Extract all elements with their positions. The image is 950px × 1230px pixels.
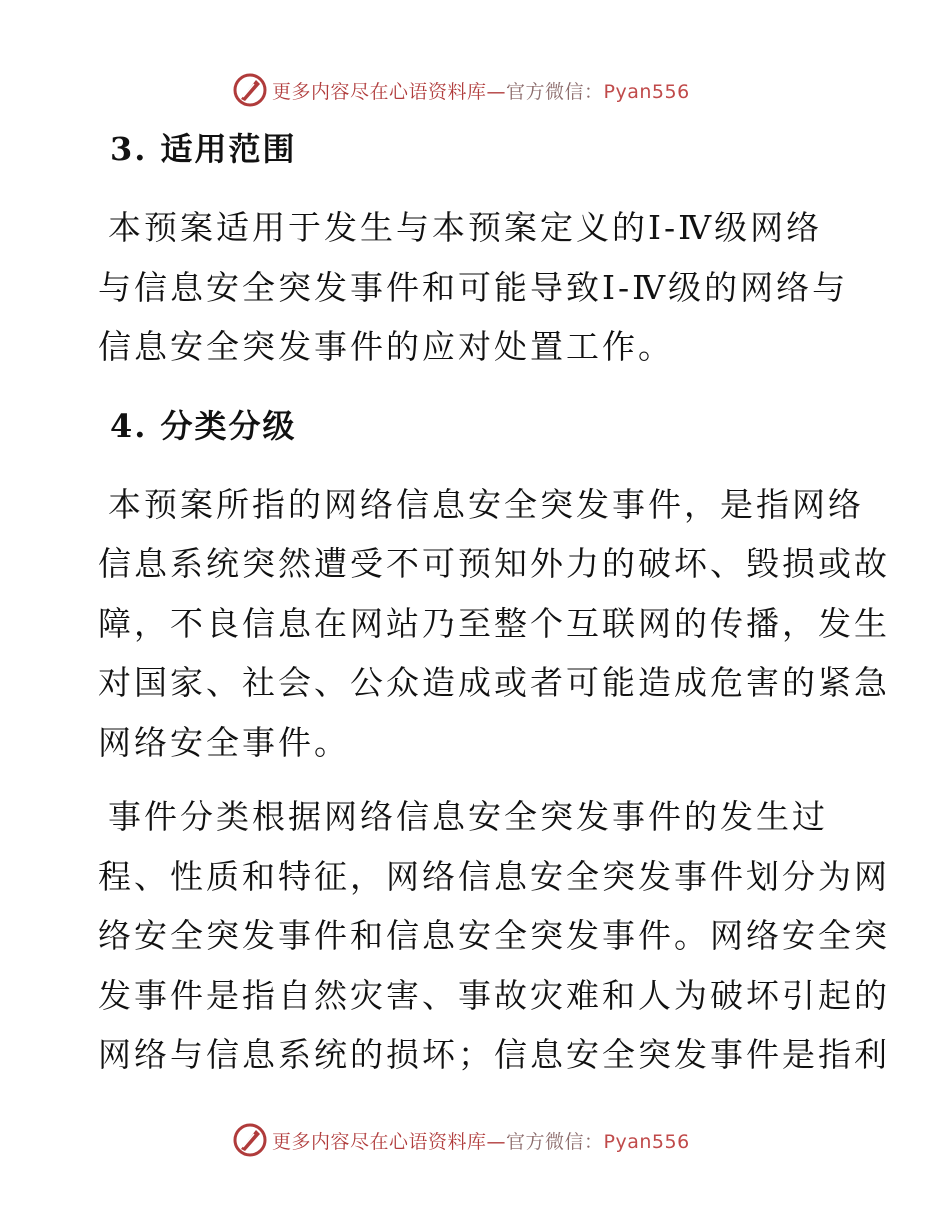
- paragraph-line: 障，不良信息在网站乃至整个互联网的传播，发生: [98, 603, 890, 643]
- banner-dash: —: [486, 80, 507, 103]
- section-heading: 4. 分类分级: [110, 406, 297, 445]
- banner-wechat-label: 官方微信：: [506, 1130, 604, 1153]
- banner-wechat-label: 官方微信：: [506, 80, 604, 103]
- banner-main-text: 更多内容尽在心语资料库: [272, 80, 487, 103]
- paragraph-line: 络安全突发事件和信息安全突发事件。网络安全突: [98, 916, 890, 955]
- paragraph-line: 本预案适用于发生与本预案定义的Ⅰ-Ⅳ级网络: [108, 208, 823, 247]
- paragraph-line: 本预案所指的网络信息安全突发事件，是指网络: [108, 484, 864, 524]
- banner-account: Pyan556: [603, 80, 690, 103]
- document-body: [98, 120, 890, 1085]
- banner-main-text: 更多内容尽在心语资料库: [272, 1130, 487, 1153]
- header-banner: [232, 70, 690, 110]
- banner-account: Pyan556: [603, 1130, 690, 1153]
- paragraph: [98, 787, 890, 1085]
- paragraph-line: 与信息安全突发事件和可能导致Ⅰ-Ⅳ级的网络与: [98, 267, 849, 307]
- paragraph-line: 程、性质和特征，网络信息安全突发事件划分为网: [98, 856, 890, 896]
- paragraph-line: 发事件是指自然灾害、事故灾难和人为破坏引起的: [98, 975, 890, 1015]
- paragraph-line: 对国家、社会、公众造成或者可能造成危害的紧急: [98, 663, 890, 702]
- paragraph-line: 信息安全突发事件的应对处置工作。: [98, 327, 674, 366]
- banner-dash: —: [486, 1130, 507, 1153]
- banner-text: [272, 77, 690, 104]
- paragraph-line: 信息系统突然遭受不可预知外力的破坏、毁损或故: [98, 544, 890, 583]
- paragraph-line: 事件分类根据网络信息安全突发事件的发生过: [108, 797, 828, 836]
- paragraph-line: 网络安全事件。: [98, 722, 350, 762]
- section-heading: 3. 适用范围: [110, 130, 297, 168]
- banner-text: [272, 1127, 690, 1154]
- quill-logo-icon: [232, 1122, 268, 1158]
- footer-banner: [232, 1120, 690, 1160]
- paragraph-line: 网络与信息系统的损坏；信息安全突发事件是指利: [98, 1035, 890, 1074]
- quill-logo-icon: [232, 72, 268, 108]
- paragraph: [98, 198, 850, 377]
- paragraph: [98, 475, 890, 773]
